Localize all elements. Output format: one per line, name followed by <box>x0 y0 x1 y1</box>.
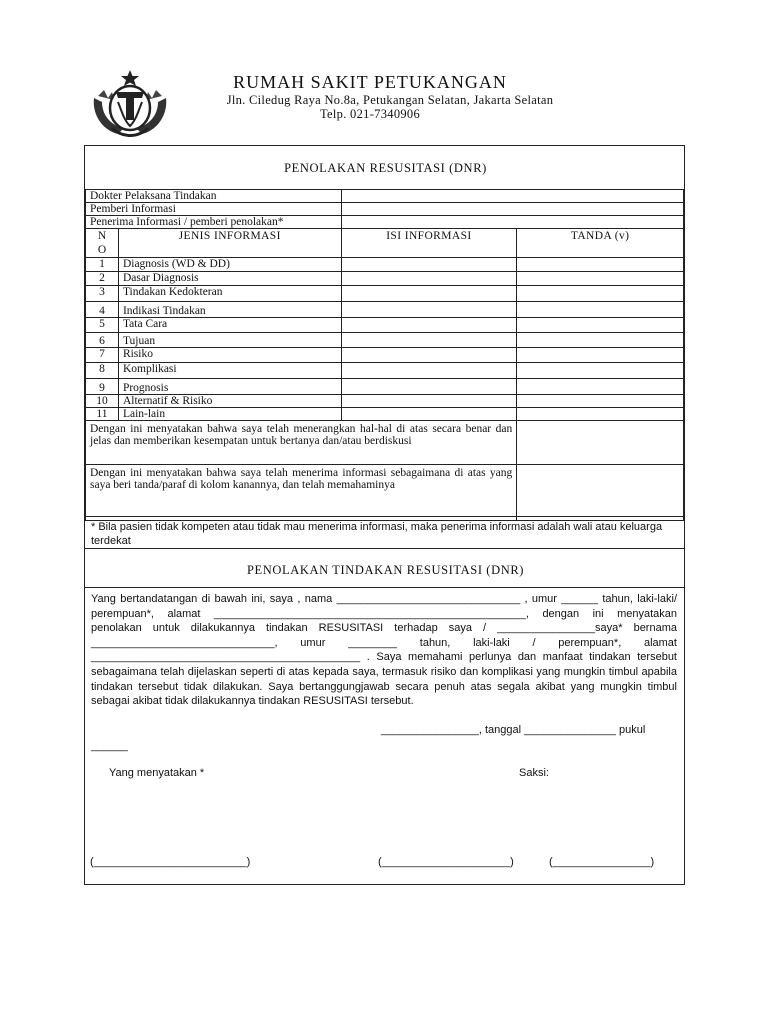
signature-cell[interactable] <box>517 465 684 521</box>
table-row: 8 Komplikasi <box>86 363 684 379</box>
isi-cell[interactable] <box>341 286 517 302</box>
table-row: 5 Tata Cara <box>86 318 684 333</box>
table-row: 7 Risiko <box>86 348 684 363</box>
hospital-phone: Telp. 021-7340906 <box>319 107 421 121</box>
isi-cell[interactable] <box>341 318 517 333</box>
col-tanda-header: TANDA (v) <box>517 229 684 258</box>
isi-cell[interactable] <box>341 258 517 272</box>
table-row: 11 Lain-lain <box>86 408 684 421</box>
signer-signature-line[interactable]: (_________________________) <box>90 856 251 868</box>
tanda-cell[interactable] <box>517 258 684 272</box>
tanda-cell[interactable] <box>517 286 684 302</box>
table-header <box>86 229 684 258</box>
declaration-row-recipient <box>86 465 684 521</box>
information-table <box>85 189 684 521</box>
signer-label: Yang menyatakan * <box>109 767 205 779</box>
table-row: 4 Indikasi Tindakan <box>86 302 684 318</box>
table-row: 3 Tindakan Kedokteran <box>86 286 684 302</box>
section2-title: PENOLAKAN TINDAKAN RESUSITASI (DNR) <box>246 563 525 577</box>
isi-cell[interactable] <box>341 395 517 408</box>
table-row: 2 Dasar Diagnosis <box>86 272 684 286</box>
tanda-cell[interactable] <box>517 348 684 363</box>
tanda-cell[interactable] <box>517 408 684 421</box>
field-value[interactable] <box>341 203 683 216</box>
isi-cell[interactable] <box>341 272 517 286</box>
signature-cell[interactable] <box>517 421 684 465</box>
table-row: 9 Prognosis <box>86 379 684 395</box>
table-row: 6 Tujuan <box>86 333 684 348</box>
field-row-recipient <box>86 216 684 229</box>
date-line: ________________, tanggal _______________ pukul <box>381 724 646 736</box>
hospital-name: RUMAH SAKIT PETUKANGAN <box>233 72 507 92</box>
field-value[interactable] <box>341 190 683 203</box>
hospital-address: Jln. Ciledug Raya No.8a, Petukangan Selatan, Jakarta Selatan <box>226 93 554 107</box>
isi-cell[interactable] <box>341 379 517 395</box>
col-jenis-header: JENIS INFORMASI <box>118 229 341 258</box>
letterhead <box>0 0 768 140</box>
field-label: Dokter Pelaksana Tindakan <box>86 190 342 203</box>
form-frame <box>84 145 685 885</box>
declaration-text: Dengan ini menyatakan bahwa saya telah menerima informasi sebagaimana di atas yang saya beri tanda/paraf di kolom kanannya, dan telah memahaminya <box>86 465 517 521</box>
witness1-signature-line[interactable]: (_____________________) <box>378 856 514 868</box>
declaration-text: Dengan ini menyatakan bahwa saya telah menerangkan hal-hal di atas secara benar dan jelas dan memberikan kesempatan untuk bertanya dan/atau berdiskusi <box>86 421 517 465</box>
incompetent-patient-note: * Bila pasien tidak kompeten atau tidak mau menerima informasi, maka penerima informasi adalah wali atau keluarga terdekat <box>85 516 684 549</box>
isi-cell[interactable] <box>341 348 517 363</box>
tanda-cell[interactable] <box>517 302 684 318</box>
police-emblem-icon <box>88 68 172 140</box>
table-row: 1 Diagnosis (WD & DD) <box>86 258 684 272</box>
field-row-doctor <box>86 190 684 203</box>
section1-title: PENOLAKAN RESUSITASI (DNR) <box>284 161 487 175</box>
table-row: 10 Alternatif & Risiko <box>86 395 684 408</box>
refusal-statement: Yang bertandatangan di bawah ini, saya , nama ______________________________ , umur ______ tahun, laki-laki/ perempuan*, alamat ___________________________________________________, dengan ini menyatakan penolakan untuk dilakukannya tindakan RESUSITASI terhadap saya / ________________saya* bernama ______________________________, umur ________ tahun, laki-laki / perempuan*, alamat ____________________________________________ . Saya memahami perlunya dan manfaat tindakan tersebut sebagaimana telah dijelaskan seperti di atas kepada saya, termasuk risiko dan komplikasi yang mungkin timbul apabila tindakan tersebut tidak dilakukan. Saya bertanggungjawab secara penuh atas segala akibat yang mungkin timbul sebagai akibat tidak dilakukannya tindakan RESUSITASI tersebut. <box>91 593 677 708</box>
witness-label: Saksi: <box>519 767 549 779</box>
witness2-signature-line[interactable]: (________________) <box>549 856 655 868</box>
tanda-cell[interactable] <box>517 272 684 286</box>
field-label: Pemberi Informasi <box>86 203 342 216</box>
time-line: ______ <box>91 740 128 752</box>
isi-cell[interactable] <box>341 333 517 348</box>
field-value[interactable] <box>341 216 683 229</box>
field-label: Penerima Informasi / pemberi penolakan* <box>86 216 342 229</box>
col-no-header: N O <box>86 229 119 258</box>
declaration-row-doctor <box>86 421 684 465</box>
isi-cell[interactable] <box>341 302 517 318</box>
divider <box>85 587 684 588</box>
col-isi-header: ISI INFORMASI <box>341 229 517 258</box>
tanda-cell[interactable] <box>517 395 684 408</box>
isi-cell[interactable] <box>341 408 517 421</box>
isi-cell[interactable] <box>341 363 517 379</box>
tanda-cell[interactable] <box>517 379 684 395</box>
field-row-informant <box>86 203 684 216</box>
tanda-cell[interactable] <box>517 318 684 333</box>
tanda-cell[interactable] <box>517 333 684 348</box>
tanda-cell[interactable] <box>517 363 684 379</box>
